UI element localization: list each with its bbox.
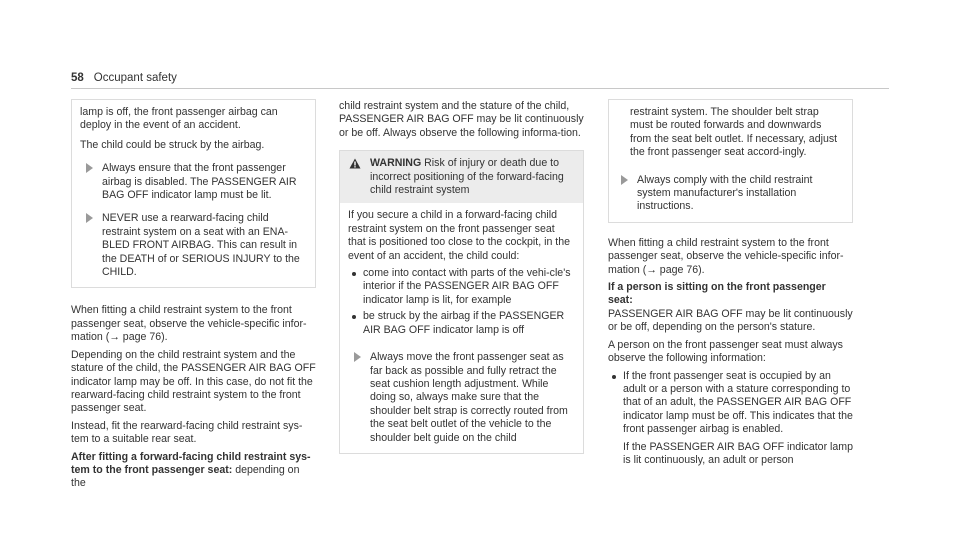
- page-number: 58: [71, 72, 84, 84]
- continued-warning-box: [608, 99, 853, 223]
- paragraph: Depending on the child restraint system and the stature of the child, the PASSENGER AIR BAG OFF indicator lamp may be off. In this case, do not fit the rearward-facing child restraint system to the front passenger seat.: [71, 348, 316, 415]
- warning-body: If you secure a child in a forward-facing child restraint system on the front passenger seat that is positioned too close to the cockpit, in the event of an accident, the child could:: [348, 209, 571, 262]
- triangle-arrow-icon: [86, 213, 93, 223]
- instruction-text: Always ensure that the front passenger airbag is disabled. The PASSENGER AIR BAG OFF indicator lamp must be lit.: [102, 162, 297, 202]
- paragraph: [71, 451, 316, 491]
- instruction-item: [615, 174, 844, 214]
- paragraph: When fitting a child restraint system to the front passenger seat, observe the vehicle-specific infor-mation (→ page 76).: [71, 304, 307, 344]
- column-right: [608, 104, 853, 467]
- continued-instruction: [615, 106, 844, 160]
- paragraph: child restraint system and the stature of the child, PASSENGER AIR BAG OFF may be lit continuously or be off. Always observe the following informa-tion.: [339, 100, 584, 139]
- section-title: Occupant safety: [93, 72, 177, 84]
- list-item: come into contact with parts of the vehi-cle's interior if the PASSENGER AIR BAG OFF indicator lamp is lit, for example: [348, 267, 575, 307]
- triangle-arrow-icon: [621, 175, 628, 185]
- instruction-item: [80, 162, 307, 202]
- instruction-text: restraint system. The shoulder belt strap must be routed forwards and downwards from the seat belt outlet. If necessary, adjust the front passenger seat accord-ingly.: [630, 106, 838, 159]
- section-heading: After fitting a forward-facing child restraint sys-tem to the front passenger seat:: [71, 450, 311, 476]
- triangle-arrow-icon: [354, 352, 361, 362]
- heading-tail-text: depending on the: [71, 463, 300, 490]
- page-header: [71, 72, 177, 85]
- section-heading: If a person is sitting on the front passenger seat:: [608, 281, 826, 307]
- paragraph: Instead, fit the rearward-facing child restraint sys-tem to a suitable rear seat.: [71, 419, 303, 446]
- paragraph: PASSENGER AIR BAG OFF may be lit continuously or be off, depending on the person's stature.: [608, 307, 853, 334]
- column-left: [71, 104, 316, 491]
- paragraph: A person on the front passenger seat must always observe the following information:: [608, 338, 843, 365]
- warning-box: [339, 150, 584, 454]
- header-divider: [71, 88, 889, 89]
- list-item-continuation: If the PASSENGER AIR BAG OFF indicator lamp is lit continuously, an adult or person: [623, 440, 853, 466]
- warning-header: [340, 151, 583, 203]
- triangle-arrow-icon: [86, 163, 93, 173]
- list-item-text: If the front passenger seat is occupied by an adult or a person with a stature corresponding to that of an adult, the PASSENGER AIR BAG OFF indicator lamp must be off. This indicates that the front passenger airbag is enabled.: [623, 369, 853, 436]
- warning-triangle-icon: [349, 158, 361, 169]
- list-item: [608, 370, 853, 468]
- warning-label: WARNING: [370, 157, 422, 170]
- paragraph: When fitting a child restraint system to the front passenger seat, observe the vehicle-specific infor-mation (→ page 76).: [608, 236, 844, 276]
- instruction-text: NEVER use a rearward-facing child restraint system on a seat with an ENA-BLED FRONT AIRBAG. This can result in the DEATH of or SERIOUS INJURY to the CHILD.: [102, 212, 300, 279]
- warning-title: Risk of injury or death due to incorrect positioning of the forward-facing child restraint system: [370, 157, 564, 197]
- box-struck-text: The child could be struck by the airbag.: [80, 138, 265, 151]
- consequence-list: [348, 267, 575, 337]
- information-list: [608, 370, 853, 468]
- continued-warning-box: [71, 99, 316, 288]
- box-intro-text: lamp is off, the front passenger airbag can deploy in the event of an accident.: [80, 106, 278, 132]
- instruction-item: [80, 212, 307, 279]
- instruction-item: [348, 351, 575, 445]
- instruction-text: Always move the front passenger seat as far back as possible and fully retract the seat cushion length adjustment. While doing so, always make sure that the shoulder belt strap is correctly routed from the seat belt outlet of the vehicle to the shoulder belt guide on the child: [370, 351, 568, 444]
- instruction-text: Always comply with the child restraint system manufacturer's installation instructions.: [637, 173, 813, 213]
- column-middle: [339, 100, 584, 454]
- list-item: be struck by the airbag if the PASSENGER AIR BAG OFF indicator lamp is off: [348, 310, 575, 337]
